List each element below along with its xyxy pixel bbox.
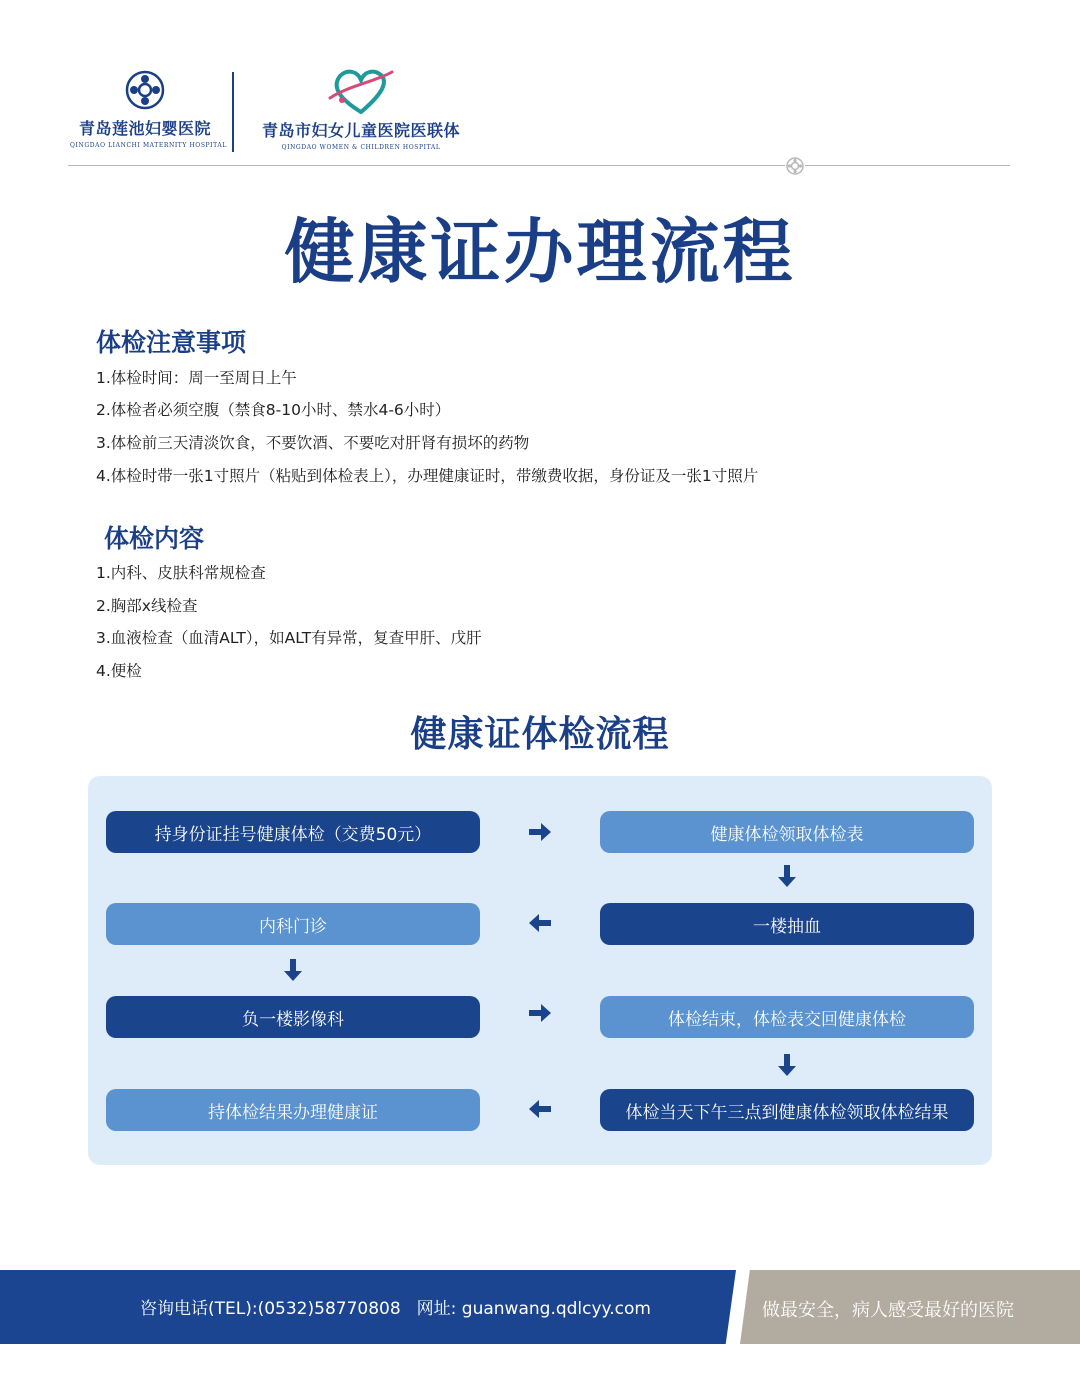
flow-step-return-form: 体检结束，体检表交回健康体检 (600, 996, 974, 1038)
arrow-left-icon (527, 1096, 553, 1122)
content-item: 3.血液检查（血清ALT），如ALT有异常，复查甲肝、戊肝 (96, 629, 482, 647)
notes-section-title: 体检注意事项 (96, 328, 247, 357)
arrow-right-icon (527, 1000, 553, 1026)
footer-contact (140, 1294, 651, 1319)
lianchi-hospital-logo (70, 70, 227, 149)
arrow-left-icon (527, 910, 553, 936)
flow-step-imaging: 负一楼影像科 (106, 996, 480, 1038)
arrow-right-icon (527, 819, 553, 845)
hospital2-name-en: QINGDAO WOMEN & CHILDREN HOSPITAL (281, 144, 441, 151)
logo-divider (232, 72, 234, 152)
arrow-down-icon (280, 957, 306, 983)
phone-number: (0532)58770808 (257, 1299, 401, 1319)
flow-step-internal-medicine: 内科门诊 (106, 903, 480, 945)
header-rule (68, 165, 1010, 166)
lotus-emblem-icon (125, 70, 165, 110)
footer-slogan: 做最安全，病人感受最好的医院 (762, 1300, 1014, 1321)
page-header (0, 0, 1080, 175)
flow-step-get-form: 健康体检领取体检表 (600, 811, 974, 853)
page-title: 健康证办理流程 (284, 211, 796, 293)
content-item: 4.便检 (96, 662, 142, 680)
notes-item: 1.体检时间：周一至周日上午 (96, 369, 297, 387)
ornament-icon (785, 156, 805, 176)
arrow-down-icon (774, 1052, 800, 1078)
flow-title: 健康证体检流程 (410, 714, 670, 755)
website-label: 网址: (416, 1299, 457, 1319)
notes-item: 4.体检时带一张1寸照片（粘贴到体检表上），办理健康证时，带缴费收据，身份证及一张1寸照片 (96, 467, 759, 485)
hospital1-name-en: QINGDAO LIANCHI MATERNITY HOSPITAL (70, 142, 227, 149)
phone-label: 咨询电话(TEL): (140, 1299, 258, 1319)
content-item: 2.胸部x线检查 (96, 597, 198, 615)
website-url: guanwang.qdlcyy.com (461, 1299, 651, 1319)
flow-step-register: 持身份证挂号健康体检（交费50元） (106, 811, 480, 853)
flow-step-collect-results: 体检当天下午三点到健康体检领取体检结果 (600, 1089, 974, 1131)
notes-item: 2.体检者必须空腹（禁食8-10小时、禁水4-6小时） (96, 401, 451, 419)
notes-item: 3.体检前三天清淡饮食，不要饮酒、不要吃对肝肾有损坏的药物 (96, 434, 530, 452)
hospital2-name-cn: 青岛市妇女儿童医院医联体 (261, 121, 460, 140)
hospital1-name-cn: 青岛莲池妇婴医院 (78, 119, 211, 138)
heart-emblem-icon (328, 64, 394, 116)
flow-step-blood-draw: 一楼抽血 (600, 903, 974, 945)
content-item: 1.内科、皮肤科常规检查 (96, 564, 266, 582)
women-children-hospital-logo (246, 64, 476, 151)
arrow-down-icon (774, 863, 800, 889)
content-section-title: 体检内容 (104, 524, 205, 553)
flow-step-get-certificate: 持体检结果办理健康证 (106, 1089, 480, 1131)
